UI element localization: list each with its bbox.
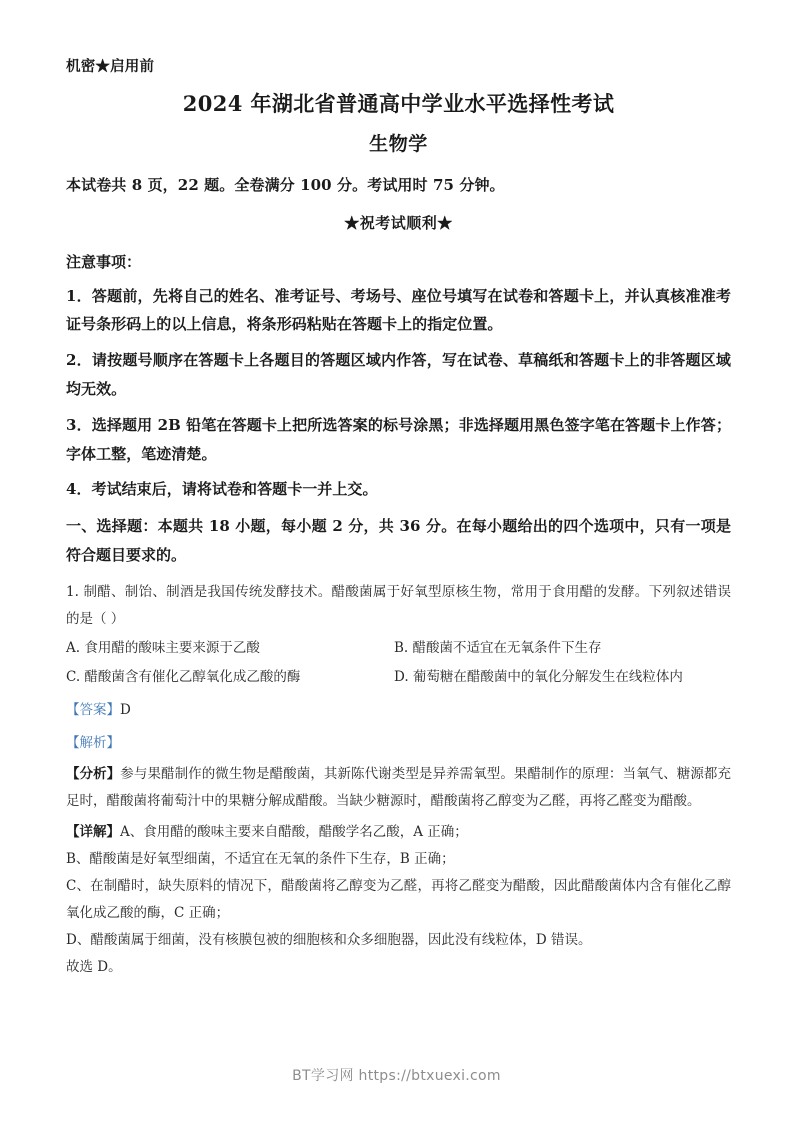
section-heading-multiple-choice: 一、选择题：本题共 18 小题，每小题 2 分，共 36 分。在每小题给出的四个选项中，只有一项是符合题目要求的。	[66, 517, 731, 565]
detail-body-a: A、食用醋的酸味主要来自醋酸，醋酸学名乙酸，A 正确；	[120, 823, 468, 840]
question-1-option-c[interactable]: C. 醋酸菌含有催化乙醇氧化成乙酸的酶	[66, 668, 301, 685]
confidential-notice: 机密★启用前	[66, 58, 155, 75]
question-1-option-b[interactable]: B. 醋酸菌不适宜在无氧条件下生存	[394, 639, 602, 656]
analysis-line	[66, 730, 731, 757]
question-1-option-d[interactable]: D. 葡萄糖在醋酸菌中的氧化分解发生在线粒体内	[394, 668, 683, 685]
question-1-stem: 1. 制醋、制饴、制酒是我国传统发酵技术。醋酸菌属于好氧型原核生物，常用于食用醋的发酵。下列叙述错误的是（ ）	[66, 583, 731, 627]
analysis-paragraph	[66, 761, 731, 815]
notice-item-2: 2．请按题号顺序在答题卡上各题目的答题区域内作答，写在试卷、草稿纸和答题卡上的非答题区域均无效。	[66, 351, 731, 399]
question-1-options-row-1	[66, 635, 731, 662]
good-luck-line: ★祝考试顺利★	[344, 213, 453, 232]
analysis-label: 【解析】	[66, 734, 120, 751]
analysis-body: 参与果醋制作的微生物是醋酸菌，其新陈代谢类型是异养需氧型。果醋制作的原理：当氧气、糖源都充足时，醋酸菌将葡萄汁中的果糖分解成醋酸。当缺少糖源时，醋酸菌将乙醇变为乙醛，再将乙醛变为醋酸。	[66, 765, 732, 809]
detail-paragraph-d: D、醋酸菌属于细菌，没有核膜包被的细胞核和众多细胞器，因此没有线粒体，D 错误。	[66, 931, 592, 948]
detail-section-label: 【详解】	[66, 823, 120, 840]
answer-conclusion: 故选 D。	[66, 958, 122, 975]
paper-meta: 本试卷共 8 页，22 题。全卷满分 100 分。考试用时 75 分钟。	[66, 176, 505, 195]
subject-title: 生物学	[369, 132, 428, 155]
answer-label: 【答案】	[66, 701, 120, 718]
site-watermark: BT学习网 https://btxuexi.com	[292, 1068, 501, 1084]
detail-paragraph-a	[66, 819, 731, 846]
question-1-options-row-2	[66, 664, 731, 691]
detail-paragraph-c: C、在制醋时，缺失原料的情况下，醋酸菌将乙醇变为乙醛，再将乙醛变为醋酸，因此醋酸菌体内含有催化乙醇氧化成乙酸的酶，C 正确；	[66, 877, 731, 921]
answer-line	[66, 697, 731, 724]
notice-item-4: 4．考试结束后，请将试卷和答题卡一并上交。	[66, 480, 378, 499]
detail-paragraph-b: B、醋酸菌是好氧型细菌，不适宜在无氧的条件下生存，B 正确；	[66, 850, 455, 867]
notice-item-3: 3．选择题用 2B 铅笔在答题卡上把所选答案的标号涂黑；非选择题用黑色签字笔在答题卡上作答；字体工整，笔迹清楚。	[66, 415, 731, 463]
analysis-section-label: 【分析】	[66, 765, 121, 782]
answer-value: D	[120, 701, 131, 718]
notice-item-1: 1．答题前，先将自己的姓名、准考证号、考场号、座位号填写在试卷和答题卡上，并认真核准准考证号条形码上的以上信息，将条形码粘贴在答题卡上的指定位置。	[66, 286, 731, 334]
notice-title: 注意事项：	[66, 253, 142, 272]
question-1-option-a[interactable]: A. 食用醋的酸味主要来源于乙酸	[66, 639, 260, 656]
exam-title: 2024 年湖北省普通高中学业水平选择性考试	[182, 91, 615, 117]
